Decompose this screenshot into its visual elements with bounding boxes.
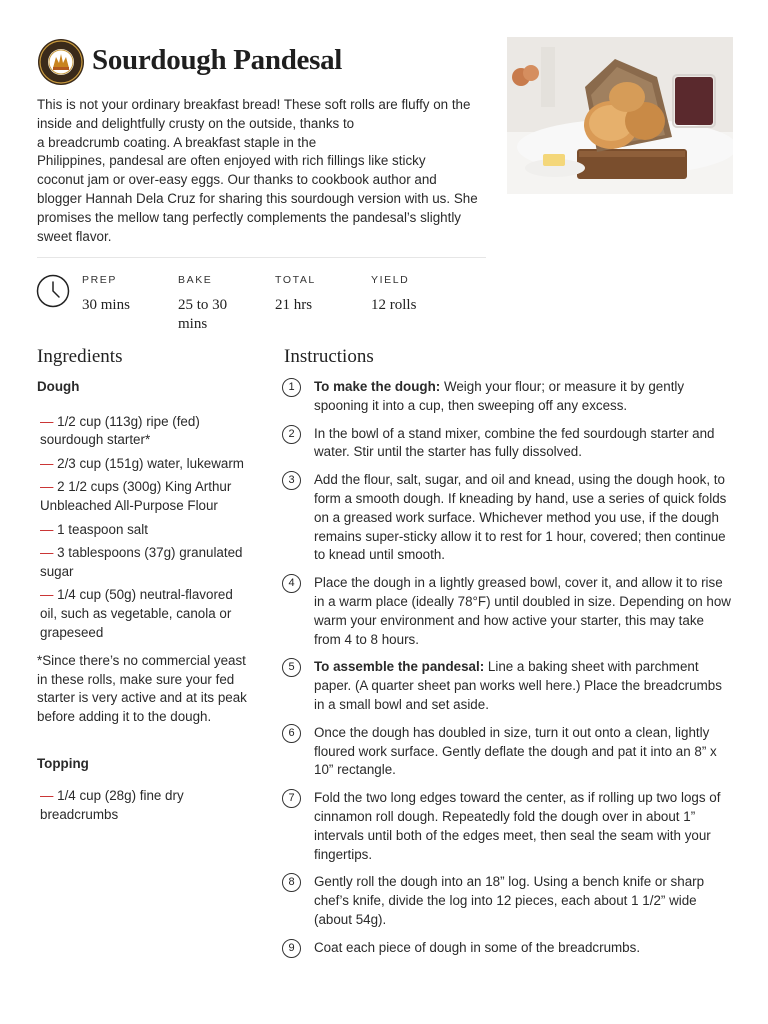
prep-value: 30 mins — [82, 297, 130, 313]
yield-label: YIELD — [371, 274, 410, 286]
step-number: 2 — [282, 425, 301, 444]
instruction-step — [282, 471, 734, 565]
bake-value: 25 to 30 mins — [178, 297, 228, 332]
step-number: 4 — [282, 574, 301, 593]
total-label: TOTAL — [275, 274, 316, 286]
step-number: 5 — [282, 658, 301, 677]
meta-yield — [371, 274, 416, 315]
dough-title: Dough — [37, 379, 80, 394]
intro-line: a breadcrumb coating. A breakfast staple in the — [37, 134, 317, 150]
ingredient-item — [40, 521, 252, 540]
instruction-step — [282, 425, 734, 463]
ingredient-text: 2/3 cup (151g) water, lukewarm — [57, 455, 244, 471]
dash: — — [40, 587, 54, 603]
ingredient-text: 1/4 cup (50g) neutral-flavored oil, such as vegetable, canola or grapeseed — [40, 587, 233, 640]
ingredients-heading: Ingredients — [37, 346, 123, 367]
meta-total — [275, 274, 316, 315]
step-text: Gently roll the dough into an 18” log. Using a bench knife or sharp chef’s knife, divide the log into 12 pieces, each about 1 1/2” wide (about 54g). — [314, 874, 705, 927]
page-title: Sourdough Pandesal — [92, 44, 343, 76]
dash: — — [40, 521, 54, 537]
dash: — — [40, 479, 54, 495]
dash: — — [40, 788, 54, 804]
ingredient-item — [40, 478, 252, 515]
ingredient-item — [40, 586, 252, 642]
instruction-step — [282, 724, 734, 780]
step-lead: To assemble the pandesal: — [314, 659, 485, 675]
dash: — — [40, 413, 54, 429]
instructions-heading: Instructions — [284, 346, 374, 367]
ingredient-text: 1 teaspoon salt — [57, 521, 148, 537]
intro-line: coconut jam or over-easy eggs. Our thanks to cookbook author and — [37, 172, 437, 188]
step-text: Line a baking sheet with parchment paper. (A quarter sheet pan works well here.) Place the breadcrumbs in a small bowl and set aside. — [314, 659, 722, 712]
yield-value: 12 rolls — [371, 297, 417, 313]
intro-line: sweet flavor. — [37, 228, 112, 244]
step-number: 8 — [282, 873, 301, 892]
instruction-step — [282, 873, 734, 929]
intro-line: promises the mellow tang perfectly complements the pandesal’s slightly — [37, 209, 461, 225]
step-text: Add the flour, salt, sugar, and oil and knead, using the dough hook, to form a smooth dough. If kneading by hand, use a series of quick folds on a greased work surface. Whichever method you use, if the dough remains super-sticky allow it to rest for 1 hour, covered; then continue to knead until smooth. — [314, 472, 727, 563]
instruction-step — [282, 574, 734, 649]
instruction-step — [282, 658, 734, 714]
dash: — — [40, 545, 54, 561]
intro-line: blogger Hannah Dela Cruz for sharing this sourdough version with us. She — [37, 190, 478, 206]
intro-line: This is not your ordinary breakfast bread! These soft rolls are fluffy on the — [37, 97, 471, 112]
ingredients-list — [37, 378, 252, 829]
ingredient-item — [40, 544, 252, 581]
section-divider — [37, 257, 486, 258]
step-text: Coat each piece of dough in some of the breadcrumbs. — [314, 939, 641, 955]
step-text: Once the dough has doubled in size, turn it out onto a clean, lightly floured work surface. Gently deflate the dough and pat it into an 8” x 10” rectangle. — [314, 724, 717, 778]
step-number: 3 — [282, 471, 301, 490]
step-number: 6 — [282, 724, 301, 743]
starter-note: *Since there’s no commercial yeast in these rolls, make sure your fed starter is very active and at its peak before adding it to the dough. — [37, 653, 247, 724]
meta-bake — [178, 274, 248, 334]
ingredient-text: 2 1/2 cups (300g) King Arthur Unbleached All-Purpose Flour — [40, 479, 232, 513]
intro-line: inside and delightfully crusty on the outside, thanks to — [37, 115, 355, 131]
step-text: Place the dough in a lightly greased bowl, cover it, and allow it to rise in a warm place (ideally 78°F) until doubled in size. Depending on how warm your environment and how active your starter, this may take from 4 to 8 hours. — [314, 575, 731, 647]
pandesal-photo — [507, 37, 733, 194]
ingredient-item — [40, 787, 252, 824]
dash: — — [40, 455, 54, 471]
total-value: 21 hrs — [275, 297, 313, 313]
ingredient-text: 1/2 cup (113g) ripe (fed) sourdough starter* — [40, 413, 200, 448]
intro-line: Philippines, pandesal are often enjoyed with rich fillings like sticky — [37, 153, 426, 169]
instruction-step — [282, 939, 734, 958]
ingredient-item — [40, 455, 252, 474]
intro-text — [37, 96, 487, 246]
clock-icon — [36, 274, 70, 308]
topping-title: Topping — [37, 755, 89, 771]
ingredient-text: 1/4 cup (28g) fine dry breadcrumbs — [40, 788, 184, 822]
step-number: 1 — [282, 378, 301, 397]
instruction-step — [282, 789, 734, 864]
ingredient-item — [40, 413, 252, 450]
prep-label: PREP — [82, 274, 117, 286]
step-text: Weigh your flour; or measure it by gently spooning it into a cup, then sweeping off any excess. — [314, 379, 685, 413]
king-arthur-logo — [37, 38, 85, 86]
ingredient-text: 3 tablespoons (37g) granulated sugar — [40, 545, 243, 579]
instruction-step — [282, 378, 734, 416]
instructions-list — [282, 378, 734, 967]
step-number: 9 — [282, 939, 301, 958]
step-text: In the bowl of a stand mixer, combine the fed sourdough starter and water. Stir until the starter has fully dissolved. — [314, 425, 715, 460]
bake-label: BAKE — [178, 274, 213, 286]
step-number: 7 — [282, 789, 301, 808]
meta-prep — [82, 274, 130, 315]
step-lead: To make the dough: — [314, 379, 441, 394]
step-text: Fold the two long edges toward the center, as if rolling up two logs of cinnamon roll dough. Repeatedly fold the dough over in about 1” intervals until both of the edges meet, then seal the seam with your fingertips. — [314, 790, 721, 862]
